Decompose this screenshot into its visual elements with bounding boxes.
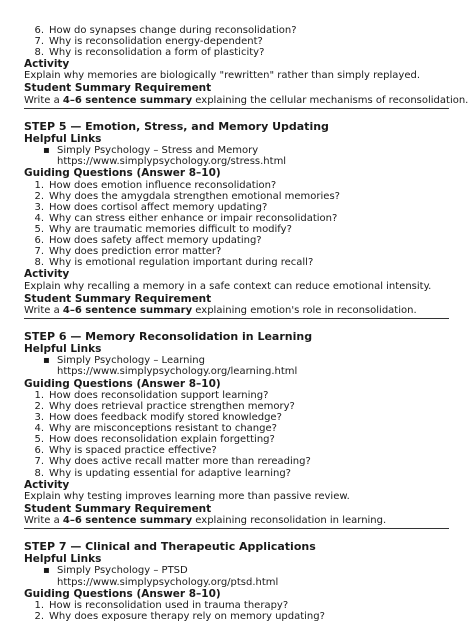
question-item: 3. How does feedback modify stored knowledge? [34,412,282,424]
step-7-section [24,540,449,622]
link-item[interactable]: ▪ Simply Psychology – Stress and Memory [43,144,259,156]
step-title: STEP 6 — Memory Reconsolidation in Learning [24,329,313,343]
summary-requirement: Write a 4–6 sentence summary explaining the cellular mechanisms of reconsolidation. [24,95,449,109]
question-item: 6. Why is spaced practice effective? [34,445,217,457]
step-title: STEP 5 — Emotion, Stress, and Memory Updating [24,119,329,133]
bullet-icon: ▪ [43,144,50,156]
question-item: 2. Why does exposure therapy rely on memory updating? [34,611,325,622]
activity-text: Explain why memories are biologically "rewritten" rather than simply replayed. [24,70,420,82]
question-item: 2. Why does retrieval practice strengthen memory? [34,400,295,412]
links-heading: Helpful Links [24,342,102,355]
links-heading: Helpful Links [24,132,102,145]
summary-heading: Student Summary Requirement [24,292,212,305]
step-title: STEP 7 — Clinical and Therapeutic Applications [24,540,316,553]
previous-step-continuation [24,25,469,109]
question-item: 7. Why does prediction error matter? [34,246,222,258]
question-item: 6. How does safety affect memory updating? [34,235,262,247]
question-item: 4. Why are misconceptions resistant to change? [34,423,277,435]
summary-heading: Student Summary Requirement [24,502,212,515]
question-item: 7. Why does active recall matter more than rereading? [34,456,311,468]
link-item[interactable]: ▪ Simply Psychology – Learning [43,355,205,367]
question-item: 3. How does cortisol affect memory updating? [34,201,268,213]
links-heading: Helpful Links [24,553,102,565]
question-item: 4. Why can stress either enhance or impair reconsolidation? [34,212,338,224]
question-item: 8. Why is reconsolidation a form of plasticity? [34,47,265,59]
link-url[interactable]: https://www.simplypsychology.org/stress.html [57,156,287,168]
activity-heading: Activity [24,268,70,281]
activity-text: Explain why testing improves learning more than passive review. [24,490,350,502]
questions-heading: Guiding Questions (Answer 8–10) [24,587,221,600]
question-item: 1. How does emotion influence reconsolidation? [34,179,277,191]
link-url[interactable]: https://www.simplypsychology.org/learning.html [57,366,298,378]
questions-heading: Guiding Questions (Answer 8–10) [24,377,221,390]
question-item: 2. Why does the amygdala strengthen emotional memories? [34,190,340,202]
question-item: 7. Why is reconsolidation energy-dependent? [34,36,263,48]
summary-requirement: Write a 4–6 sentence summary explaining reconsolidation in learning. [24,515,449,529]
link-item[interactable]: ▪ Simply Psychology – PTSD [43,565,188,577]
summary-requirement: Write a 4–6 sentence summary explaining emotion's role in reconsolidation. [24,305,449,319]
bullet-icon: ▪ [43,355,50,367]
activity-heading: Activity [24,58,70,71]
question-item: 1. How is reconsolidation used in trauma therapy? [34,600,289,611]
question-item: 8. Why is emotional regulation important during recall? [34,257,314,269]
bullet-icon: ▪ [43,565,50,577]
question-item: 8. Why is updating essential for adaptive learning? [34,467,291,479]
step-6-section [24,330,449,529]
activity-heading: Activity [24,478,70,491]
questions-heading: Guiding Questions (Answer 8–10) [24,167,221,180]
question-item: 6. How do synapses change during reconsolidation? [34,25,297,36]
question-item: 5. How does reconsolidation explain forgetting? [34,434,275,446]
question-item: 1. How does reconsolidation support learning? [34,389,269,401]
question-item: 5. Why are traumatic memories difficult to modify? [34,224,292,236]
summary-heading: Student Summary Requirement [24,82,212,95]
activity-text: Explain why recalling a memory in a safe context can reduce emotional intensity. [24,280,432,292]
link-url[interactable]: https://www.simplypsychology.org/ptsd.html [57,576,279,588]
step-5-section [24,120,449,319]
document-page [24,25,469,622]
